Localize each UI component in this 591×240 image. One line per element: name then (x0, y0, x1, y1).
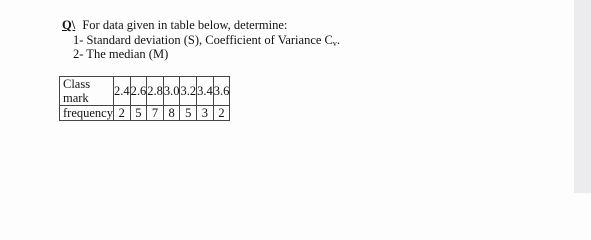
table-cell: 2 (213, 106, 230, 121)
table-cell: 3.4 (197, 77, 214, 106)
table-cell: 3.0 (163, 77, 180, 106)
table-row-frequency (60, 106, 230, 121)
table-cell: 3 (197, 106, 214, 121)
question-intro: For data given in table below, determine: (82, 18, 288, 32)
table-cell: 2.6 (130, 77, 147, 106)
table-cell: 8 (163, 106, 180, 121)
task-item-2 (73, 47, 168, 61)
question-heading (62, 18, 287, 32)
row-label: Class mark (60, 77, 114, 106)
table-row-class-mark (60, 77, 230, 106)
task-item-2-text: 2- The median (M) (73, 47, 169, 61)
right-edge-strip (574, 0, 591, 193)
table-cell: 2.8 (147, 77, 164, 106)
question-number: Q\ (62, 18, 76, 32)
table-cell: 2 (113, 106, 130, 121)
task-item-1-subscript: v (332, 39, 337, 48)
table-cell: 3.2 (180, 77, 197, 106)
table-cell: 5 (180, 106, 197, 121)
table-cell: 7 (147, 106, 164, 121)
data-table (59, 76, 230, 121)
table-cell: 3.6 (213, 77, 230, 106)
task-item-1-suffix: . (336, 33, 341, 47)
table-cell: 5 (130, 106, 147, 121)
task-item-1-text: 1- Standard deviation (S), Coefficient of Variance C (73, 33, 333, 47)
row-label: frequency (60, 106, 114, 121)
table-cell: 2.4 (113, 77, 130, 106)
